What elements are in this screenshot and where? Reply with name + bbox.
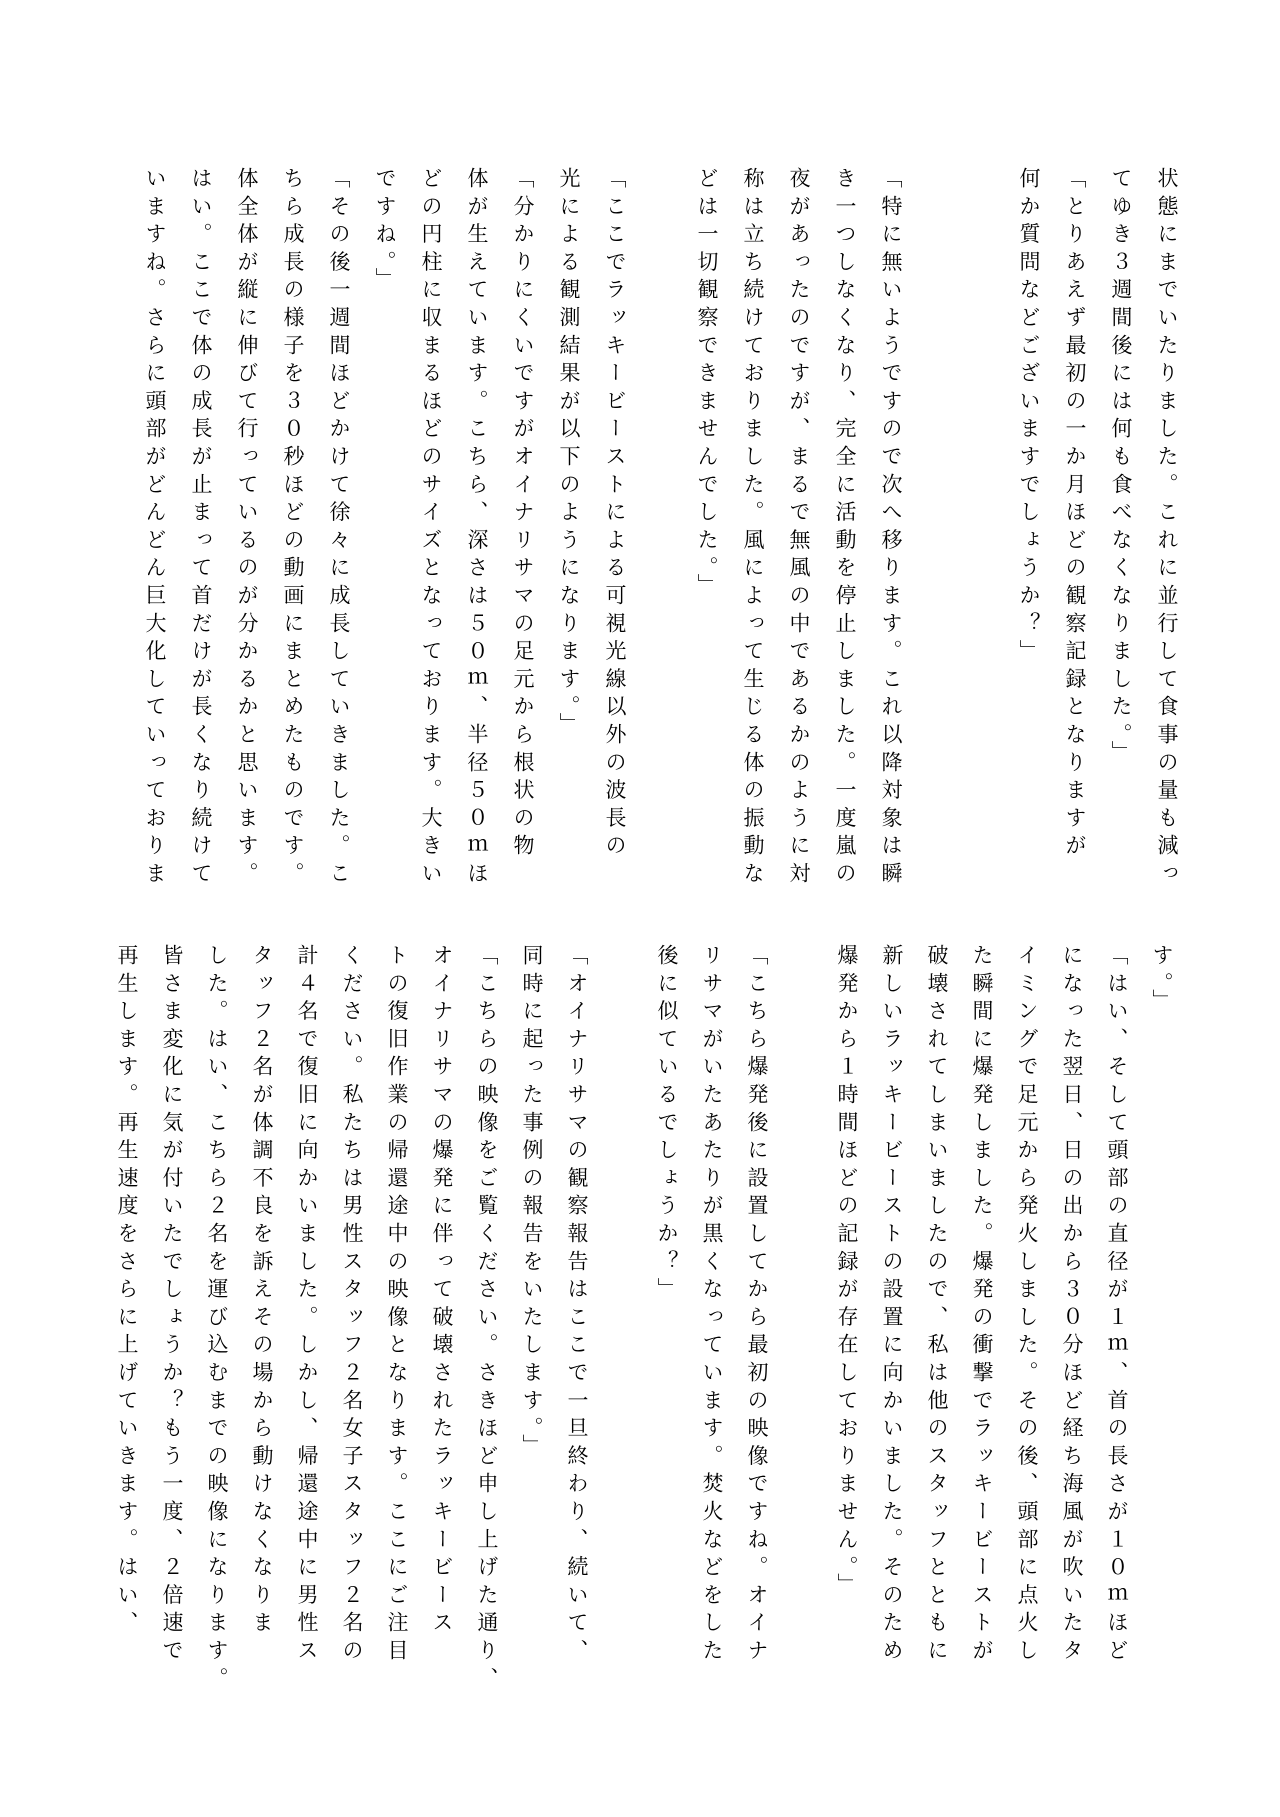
text-column: 「オイナリサマの観察報告はここで一旦終わり、続いて、	[565, 944, 589, 1667]
text-column: 「ここでラッキービーストによる可視光線以外の波長の	[603, 167, 627, 862]
blank-column	[960, 167, 1006, 177]
blank-column	[914, 167, 960, 177]
text-column: タッフ２名が体調不良を訴えその場から動けなくなりま	[250, 944, 274, 1639]
text-column: 「とりあえず最初の一か月ほどの観察記録となりますが	[1063, 167, 1087, 862]
text-column: 称は立ち続けておりました。風によって生じる体の振動な	[741, 167, 765, 890]
text-column: ですね。」	[373, 167, 397, 296]
text-column: イミングで足元から発火しました。その後、頭部に点火し	[1015, 944, 1039, 1667]
text-band-top	[132, 167, 1190, 890]
text-column: 「こちら爆発後に設置してから最初の映像ですね。オイナ	[745, 944, 769, 1667]
text-column: リサマがいたあたりが黒くなっています。焚火などをした	[700, 944, 724, 1667]
text-column: 光による観測結果が以下のようになります。」	[557, 167, 581, 741]
text-column: ちら成長の様子を３０秒ほどの動画にまとめたものです。	[281, 167, 305, 890]
text-column: いますね。さらに頭部がどんどん巨大化していっておりま	[143, 167, 167, 890]
text-column: 体全体が縦に伸びて行っているのが分かるかと思います。	[235, 167, 259, 890]
text-column: てゆき３週間後には何も食べなくなりました。」	[1109, 167, 1133, 769]
text-column: 何か質問などございますでしょうか？」	[1017, 167, 1041, 668]
text-column: き一つしなくなり、完全に活動を停止しました。一度嵐の	[833, 167, 857, 890]
text-column: になった翌日、日の出から３０分ほど経ち海風が吹いたタ	[1060, 944, 1084, 1667]
text-column: 「その後一週間ほどかけて徐々に成長していきました。こ	[327, 167, 351, 890]
text-column: はい。ここで体の成長が止まって首だけが長くなり続けて	[189, 167, 213, 890]
blank-column	[638, 167, 684, 177]
text-column: 「こちらの映像をご覧ください。さきほど申し上げた通り、	[475, 944, 499, 1695]
text-column: 体が生えています。こちら、深さは５０ｍ、半径５０ｍほ	[465, 167, 489, 890]
text-column: 計４名で復旧に向かいました。しかし、帰還途中に男性ス	[295, 944, 319, 1667]
text-column: ください。私たちは男性スタッフ２名女子スタッフ２名の	[340, 944, 364, 1667]
text-band-bottom	[104, 944, 1184, 1695]
text-column: 「はい、そして頭部の直径が１ｍ、首の長さが１０ｍほど	[1105, 944, 1129, 1667]
text-column: 破壊されてしまいましたので、私は他のスタッフとともに	[925, 944, 949, 1667]
text-column: 「分かりにくいですがオイナリサマの足元から根状の物	[511, 167, 535, 862]
text-column: 夜があったのですが、まるで無風の中であるかのように対	[787, 167, 811, 890]
text-column: 皆さま変化に気が付いたでしょうか？もう一度、２倍速で	[160, 944, 184, 1667]
blank-column	[779, 944, 824, 954]
text-column: した。はい、こちら２名を運び込むまでの映像になります。	[205, 944, 229, 1695]
blank-column	[599, 944, 644, 954]
text-column: 再生します。再生速度をさらに上げていきます。はい、	[115, 944, 139, 1639]
text-column: す。」	[1150, 944, 1174, 1017]
text-column: オイナリサマの爆発に伴って破壊されたラッキービース	[430, 944, 454, 1639]
text-column: 「特に無いようですので次へ移ります。これ以降対象は瞬	[879, 167, 903, 890]
text-column: どの円柱に収まるほどのサイズとなっております。大きい	[419, 167, 443, 890]
text-column: た瞬間に爆発しました。爆発の衝撃でラッキービーストが	[970, 944, 994, 1667]
text-column: 新しいラッキービーストの設置に向かいました。そのため	[880, 944, 904, 1667]
text-column: トの復旧作業の帰還途中の映像となります。ここにご注目	[385, 944, 409, 1667]
text-column: 爆発から１時間ほどの記録が存在しておりません。」	[835, 944, 859, 1601]
text-column: 同時に起った事例の報告をいたします。」	[520, 944, 544, 1462]
text-column: 後に似ているでしょうか？」	[655, 944, 679, 1306]
text-column: 状態にまでいたりました。これに並行して食事の量も減っ	[1155, 167, 1179, 890]
text-column: どは一切観察できませんでした。」	[695, 167, 719, 602]
